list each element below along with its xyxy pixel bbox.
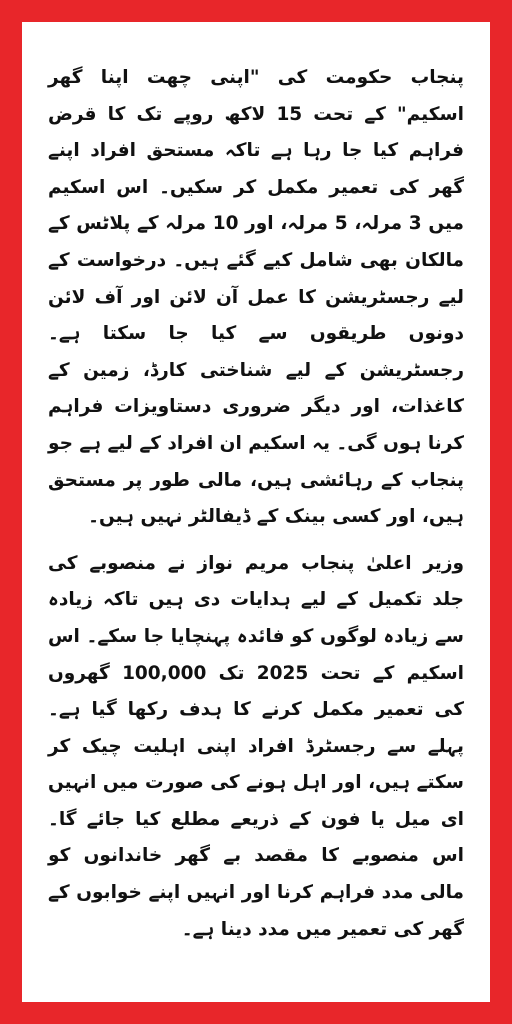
article-body — [48, 60, 464, 972]
article-paragraph-1: پنجاب حکومت کی "اپنی چھت اپنا گھر اسکیم" کے تحت 15 لاکھ روپے تک کا قرض فراہم کیا جا رہا ہے تاکہ مستحق افراد اپنے گھر کی تعمیر مکمل کر سکیں۔ اس اسکیم میں 3 مرلہ، 5 مرلہ، اور 10 مرلہ کے پلاٹس کے مالکان بھی شامل کیے گئے ہیں۔ درخواست کے لیے رجسٹریشن کا عمل آن لائن اور آف لائن دونوں طریقوں سے کیا جا سکتا ہے۔ رجسٹریشن کے لیے شناختی کارڈ، زمین کے کاغذات، اور دیگر ضروری دستاویزات فراہم کرنا ہوں گی۔ یہ اسکیم ان افراد کے لیے ہے جو پنجاب کے رہائشی ہیں، مالی طور پر مستحق ہیں، اور کسی بینک کے ڈیفالٹر نہیں ہیں۔ — [48, 67, 464, 528]
article-paragraph-2: وزیر اعلیٰ پنجاب مریم نواز نے منصوبے کی جلد تکمیل کے لیے ہدایات دی ہیں تاکہ زیادہ سے زیادہ لوگوں کو فائدہ پہنچایا جا سکے۔ اس اسکیم کے تحت 2025 تک 100,000 گھروں کی تعمیر مکمل کرنے کا ہدف رکھا گیا ہے۔ پہلے سے رجسٹرڈ افراد اپنی اہلیت چیک کر سکتے ہیں، اور اہل ہونے کی صورت میں انہیں ای میل یا فون کے ذریعے مطلع کیا جائے گا۔ اس منصوبے کا مقصد بے گھر خاندانوں کو مالی مدد فراہم کرنا اور انہیں اپنے خوابوں کے گھر کی تعمیر میں مدد دینا ہے۔ — [48, 552, 464, 940]
